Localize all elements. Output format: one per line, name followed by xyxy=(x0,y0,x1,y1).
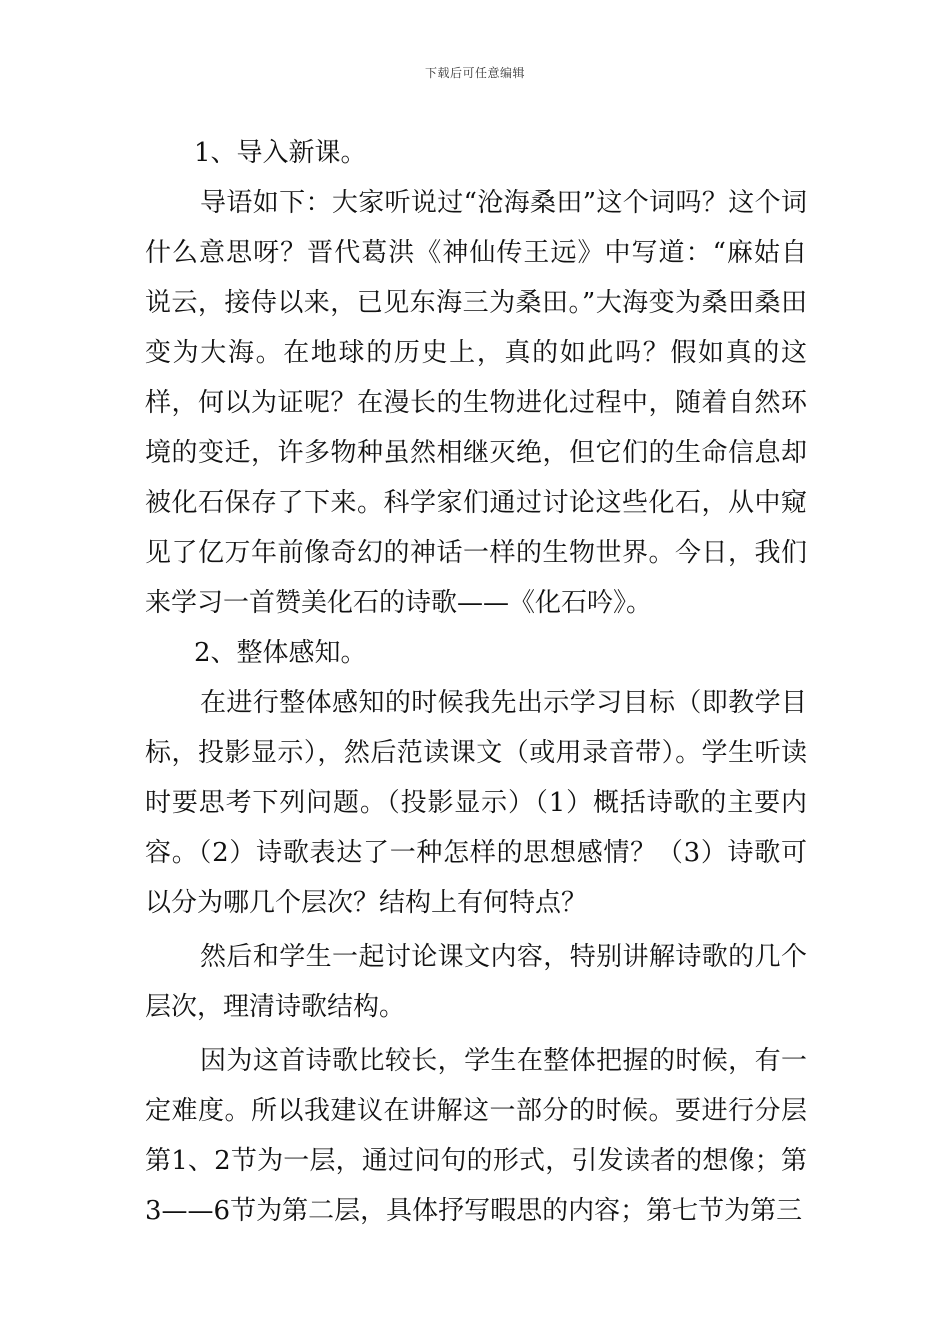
intro-paragraph: 导语如下：大家听说过“沧海桑田”这个词吗？这个词什么意思呀？晋代葛洪《神仙传王远》中写道：“麻姑自说云，接侍以来，已见东海三为桑田。”大海变为桑田桑田变为大海。在地球的历史上，真的如此吗？假如真的这样，何以为证呢？在漫长的生物进化过程中，随着自然环境的变迁，许多物种虽然相继灭绝，但它们的生命信息却被化石保存了下来。科学家们通过讨论这些化石，从中窥见了亿万年前像奇幻的神话一样的生物世界。今日，我们来学习一首赞美化石的诗歌——《化石吟》。 xyxy=(145,188,807,618)
perception-paragraph: 在进行整体感知的时候我先出示学习目标（即教学目标，投影显示），然后范读课文（或用录音带）。学生听读时要思考下列问题。（投影显示）（1）概括诗歌的主要内容。（2）诗歌表达了一种怎样的思想感情？（3）诗歌可以分为哪几个层次？结构上有何特点？ xyxy=(145,688,807,918)
discussion-paragraph: 然后和学生一起讨论课文内容，特别讲解诗歌的几个层次，理清诗歌结构。 xyxy=(145,942,807,1022)
section-heading-intro: 1、导入新课。 xyxy=(194,138,367,168)
document-body xyxy=(145,128,807,1236)
section-heading-perception: 2、整体感知。 xyxy=(194,638,367,668)
layering-paragraph: 因为这首诗歌比较长，学生在整体把握的时候，有一定难度。所以我建议在讲解这一部分的时候。要进行分层第1、2节为一层，通过问句的形式，引发读者的想像；第3——6节为第二层，具体抒写暇思的内容；第七节为第三 xyxy=(145,1046,807,1226)
page-header-note: 下载后可任意编辑 xyxy=(424,66,525,80)
